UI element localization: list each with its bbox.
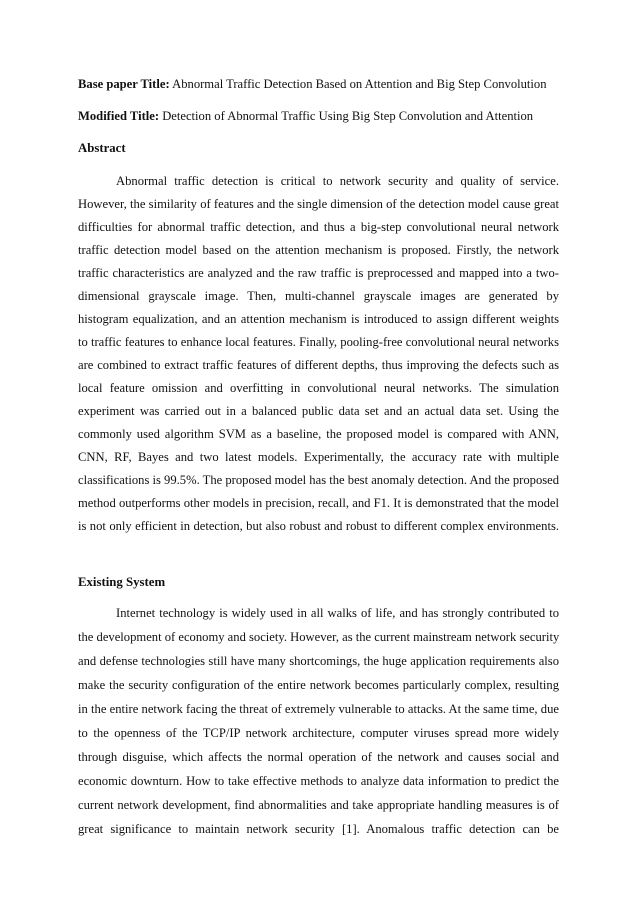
abstract-line: is not only efficient in detection, but also robust and robust to different complex environments. [78, 519, 559, 533]
abstract-line: However, the similarity of features and the single dimension of the detection model cause great [78, 197, 559, 211]
abstract-line: are combined to extract traffic features of different depths, thus improving the defects such as [78, 358, 559, 372]
base-paper-title-label: Base paper Title: [78, 77, 170, 91]
existing-system-line: to the openness of the TCP/IP network architecture, computer viruses spread more widely [78, 726, 559, 740]
modified-title [78, 108, 533, 124]
abstract-line: Abnormal traffic detection is critical to network security and quality of service. [116, 174, 559, 188]
abstract-line: to traffic features to enhance local features. Finally, pooling-free convolutional neural networks [78, 335, 559, 349]
existing-system-line: and defense technologies still have many shortcomings, the huge application requirements also [78, 654, 559, 668]
existing-system-line: economic downturn. How to take effective methods to analyze data information to predict the [78, 774, 559, 788]
abstract-line: dimensional grayscale image. Then, multi-channel grayscale images are generated by [78, 289, 559, 303]
existing-system-heading: Existing System [78, 575, 166, 589]
abstract-line: histogram equalization, and an attention mechanism is introduced to assign different weights [78, 312, 559, 326]
existing-system-line: make the security configuration of the entire network becomes particularly complex, resulting [78, 678, 559, 692]
existing-system-line: in the entire network facing the threat of extremely vulnerable to attacks. At the same time, due [78, 702, 559, 716]
existing-system-line: current network development, find abnormalities and take appropriate handling measures is of [78, 798, 559, 812]
base-paper-title [78, 76, 547, 92]
existing-system-line: Internet technology is widely used in all walks of life, and has strongly contributed to [116, 606, 559, 620]
existing-system-line: the development of economy and society. However, as the current mainstream network security [78, 630, 560, 644]
abstract-line: CNN, RF, Bayes and two latest models. Experimentally, the accuracy rate with multiple [78, 450, 559, 464]
base-paper-title-text: Abnormal Traffic Detection Based on Attention and Big Step Convolution [169, 77, 547, 91]
abstract-line: traffic characteristics are analyzed and the raw traffic is preprocessed and mapped into a two- [78, 266, 559, 280]
abstract-line: local feature omission and overfitting in convolutional neural networks. The simulation [78, 381, 559, 395]
modified-title-label: Modified Title: [78, 109, 160, 123]
abstract-heading: Abstract [78, 141, 126, 155]
abstract-line: classifications is 99.5%. The proposed model has the best anomaly detection. And the proposed [78, 473, 560, 487]
abstract-line: difficulties for abnormal traffic detection, and thus a big-step convolutional neural network [78, 220, 559, 234]
abstract-line: method outperforms other models in precision, recall, and F1. It is demonstrated that the model [78, 496, 559, 510]
existing-system-line: through disguise, which affects the normal operation of the network and causes social and [78, 750, 559, 764]
abstract-line: experiment was carried out in a balanced public data set and an actual data set. Using the [78, 404, 559, 418]
modified-title-text: Detection of Abnormal Traffic Using Big Step Convolution and Attention [159, 109, 534, 123]
abstract-line: commonly used algorithm SVM as a baseline, the proposed model is compared with ANN, [78, 427, 559, 441]
abstract-line: traffic detection model based on the attention mechanism is proposed. Firstly, the network [78, 243, 559, 257]
existing-system-line: great significance to maintain network security [1]. Anomalous traffic detection can be [78, 822, 559, 836]
